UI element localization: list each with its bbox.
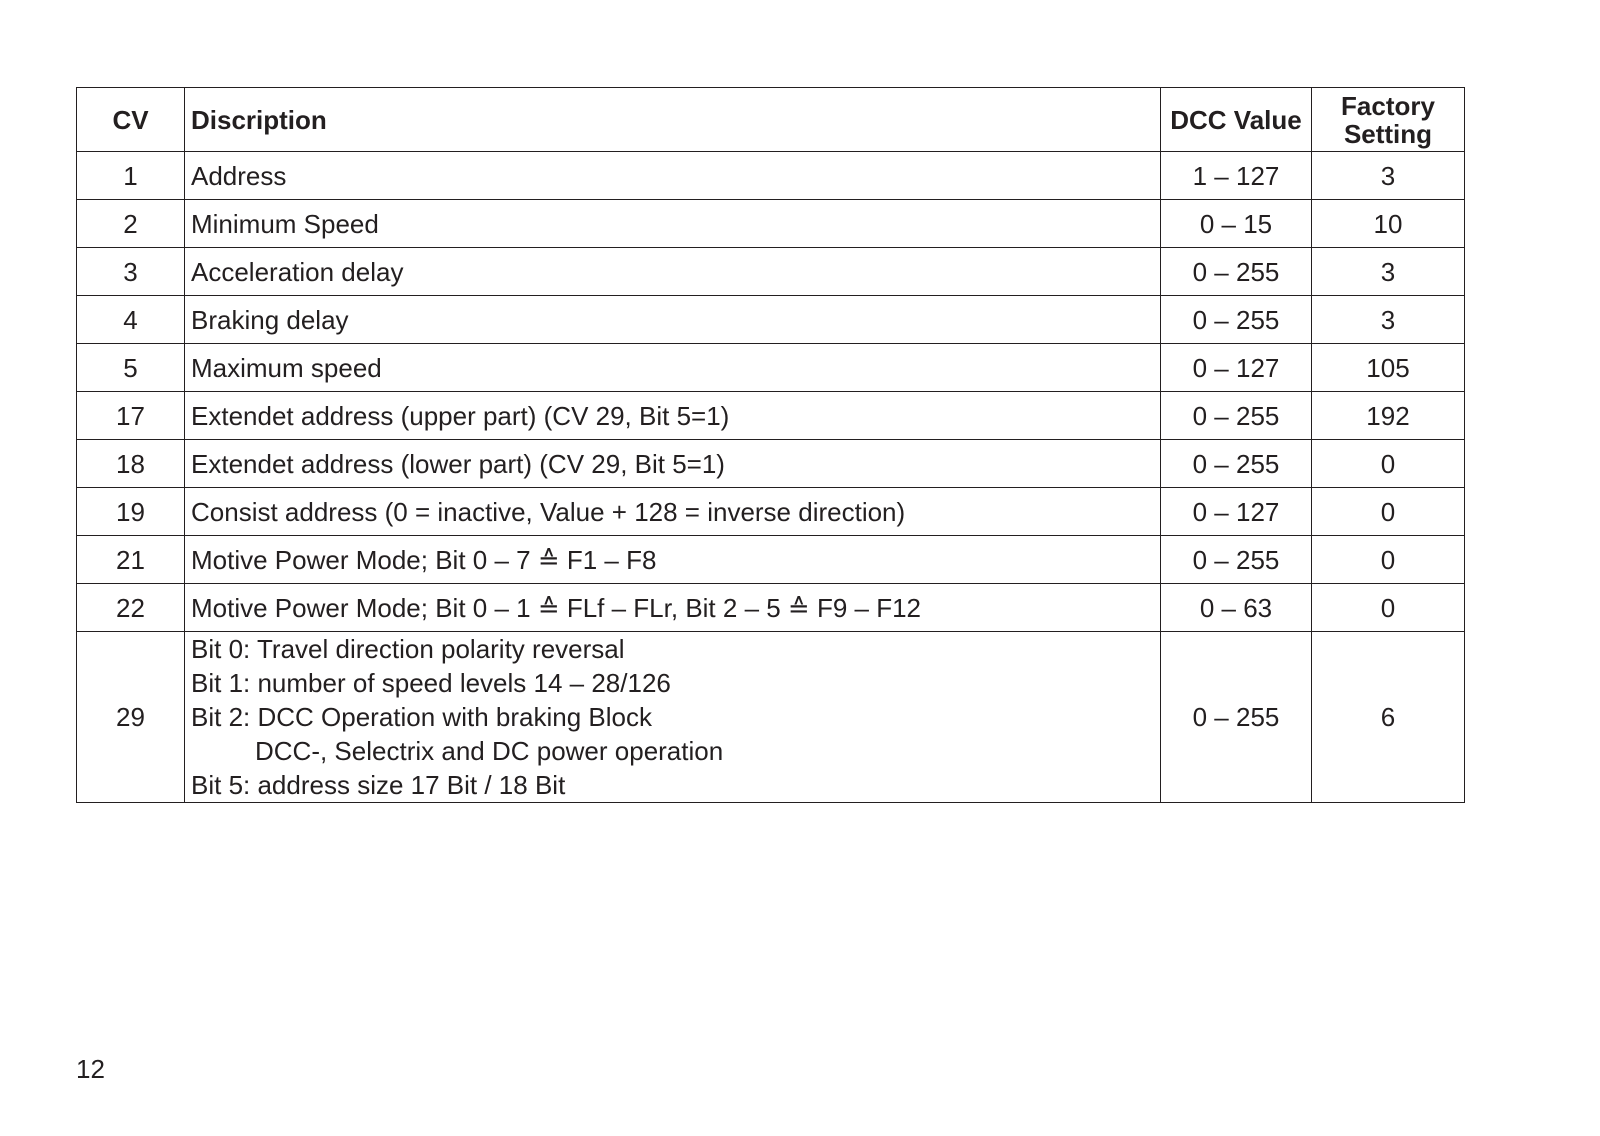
cell-cv: 29 [77, 632, 185, 803]
cv29-bit2-continuation-line: DCC-, Selectrix and DC power operation [255, 736, 724, 766]
cv-table [76, 87, 1465, 803]
cell-dcc-value: 0 – 255 [1161, 536, 1312, 584]
cell-dcc-value: 0 – 255 [1161, 440, 1312, 488]
cell-dcc-value: 0 – 127 [1161, 488, 1312, 536]
table-row [77, 248, 1465, 296]
table-row [77, 440, 1465, 488]
table-row [77, 536, 1465, 584]
cell-dcc-value: 0 – 15 [1161, 200, 1312, 248]
cell-factory-setting: 0 [1312, 536, 1465, 584]
cell-factory-setting: 3 [1312, 296, 1465, 344]
cell-cv: 19 [77, 488, 185, 536]
cell-dcc-value: 1 – 127 [1161, 152, 1312, 200]
table-row-cv29 [77, 632, 1465, 803]
table-row [77, 392, 1465, 440]
table-header-row [77, 88, 1465, 152]
cell-description: Extendet address (upper part) (CV 29, Bit 5=1) [185, 392, 1161, 440]
header-cv: CV [77, 88, 185, 152]
cell-description: Minimum Speed [185, 200, 1161, 248]
cell-cv: 18 [77, 440, 185, 488]
cell-factory-setting: 192 [1312, 392, 1465, 440]
page-number: 12 [76, 1054, 105, 1084]
cell-dcc-value: 0 – 255 [1161, 296, 1312, 344]
cell-dcc-value: 0 – 127 [1161, 344, 1312, 392]
cell-cv: 21 [77, 536, 185, 584]
cell-description: Braking delay [185, 296, 1161, 344]
cell-cv: 2 [77, 200, 185, 248]
cell-description-multiline [185, 632, 1161, 803]
cell-cv: 3 [77, 248, 185, 296]
cell-description: Acceleration delay [185, 248, 1161, 296]
cell-factory-setting: 0 [1312, 584, 1465, 632]
cell-factory-setting: 3 [1312, 248, 1465, 296]
header-factory-line1: Factory [1341, 90, 1435, 121]
table-row [77, 152, 1465, 200]
header-factory-setting [1312, 88, 1465, 152]
header-description: Discription [185, 88, 1161, 152]
header-factory-line2: Setting [1343, 118, 1433, 149]
cell-dcc-value: 0 – 63 [1161, 584, 1312, 632]
cell-factory-setting: 0 [1312, 488, 1465, 536]
cv29-bit0-line: Bit 0: Travel direction polarity reversal [191, 634, 625, 664]
table-row [77, 344, 1465, 392]
table-body [77, 152, 1465, 803]
cell-cv: 5 [77, 344, 185, 392]
cell-factory-setting: 105 [1312, 344, 1465, 392]
cell-dcc-value: 0 – 255 [1161, 392, 1312, 440]
cell-description: Motive Power Mode; Bit 0 – 1 ≙ FLf – FLr, Bit 2 – 5 ≙ F9 – F12 [185, 584, 1161, 632]
cv29-bit1-line: Bit 1: number of speed levels 14 – 28/126 [191, 668, 671, 698]
header-dcc-value: DCC Value [1161, 88, 1312, 152]
cell-factory-setting: 3 [1312, 152, 1465, 200]
cell-cv: 22 [77, 584, 185, 632]
cell-factory-setting: 10 [1312, 200, 1465, 248]
cell-cv: 17 [77, 392, 185, 440]
cell-description: Motive Power Mode; Bit 0 – 7 ≙ F1 – F8 [185, 536, 1161, 584]
table-row [77, 200, 1465, 248]
cv29-bit5-line: Bit 5: address size 17 Bit / 18 Bit [191, 770, 566, 800]
table-row [77, 584, 1465, 632]
cell-description: Consist address (0 = inactive, Value + 128 = inverse direction) [185, 488, 1161, 536]
cell-factory-setting: 6 [1312, 632, 1465, 803]
cell-dcc-value: 0 – 255 [1161, 248, 1312, 296]
cell-cv: 1 [77, 152, 185, 200]
table-row [77, 488, 1465, 536]
cell-factory-setting: 0 [1312, 440, 1465, 488]
cell-cv: 4 [77, 296, 185, 344]
cell-description: Extendet address (lower part) (CV 29, Bit 5=1) [185, 440, 1161, 488]
cell-description: Address [185, 152, 1161, 200]
table-row [77, 296, 1465, 344]
cell-dcc-value: 0 – 255 [1161, 632, 1312, 803]
cell-description: Maximum speed [185, 344, 1161, 392]
cv29-bit2-line: Bit 2: DCC Operation with braking Block [191, 702, 652, 732]
